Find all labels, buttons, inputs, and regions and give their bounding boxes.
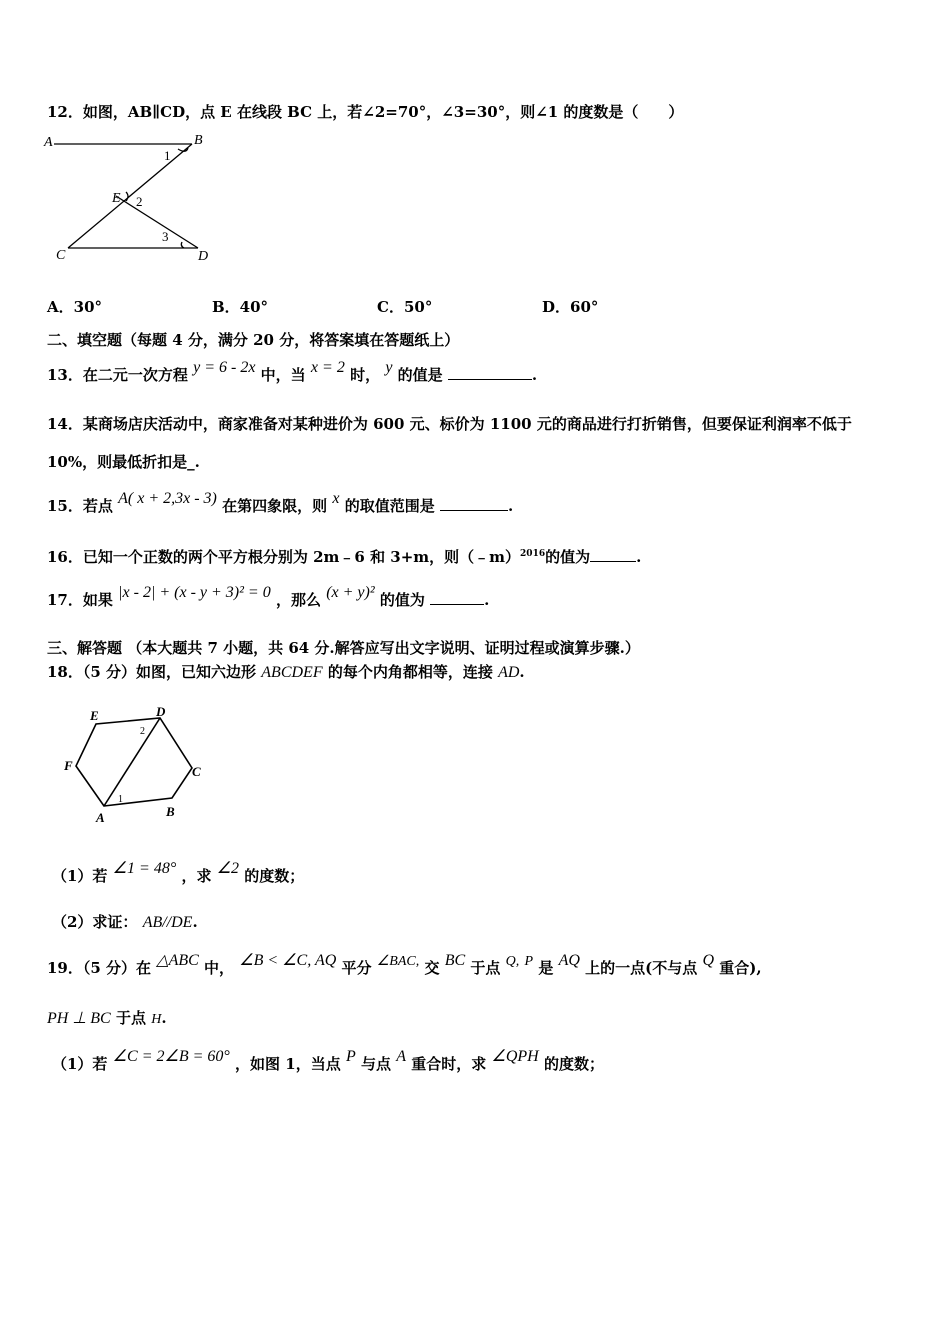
q18-segment: AD bbox=[498, 664, 520, 681]
q19-p1-angle: ∠QPH bbox=[491, 1048, 539, 1065]
q13-mid: 中，当 bbox=[260, 366, 306, 384]
q18-angle-2: 2 bbox=[140, 726, 145, 737]
q12-label-A: A bbox=[44, 135, 53, 150]
q19-line-1 bbox=[47, 952, 762, 980]
q19-triangle: △ABC bbox=[156, 952, 199, 969]
q18-label-A: A bbox=[96, 810, 105, 825]
q19-a: 中， bbox=[204, 959, 235, 977]
q12-label-C: C bbox=[56, 248, 66, 263]
q18-p2-expression: AB//DE bbox=[142, 914, 193, 931]
q19-p1-pre: （1）若 bbox=[52, 1055, 108, 1073]
q18-part-1 bbox=[52, 860, 305, 887]
q19-p1-condition: ∠C = 2∠B = 60° bbox=[112, 1048, 230, 1065]
q18-p1-pre: （1）若 bbox=[52, 867, 108, 885]
q19-p1-c: 重合时，求 bbox=[411, 1055, 487, 1073]
q19-l2-end: . bbox=[161, 1009, 167, 1027]
q19-l2-mid: 于点 bbox=[115, 1009, 146, 1027]
q18-mid: 的每个内角都相等，连接 bbox=[327, 663, 493, 681]
q18-label-C: C bbox=[192, 764, 201, 779]
q16-exponent: 2016 bbox=[520, 549, 546, 559]
q16-text: 16．已知一个正数的两个平方根分别为 2m﹣6 和 3+m，则（﹣m） bbox=[47, 548, 521, 566]
q17-expression: (x + y)² bbox=[326, 584, 375, 601]
q18-p2-post: . bbox=[192, 913, 198, 931]
q15-answer-blank bbox=[440, 496, 508, 511]
q17-mid: ，那么 bbox=[275, 591, 321, 609]
q12-option-d: D．60° bbox=[542, 298, 599, 316]
q18-p1-post: 的度数； bbox=[244, 867, 305, 885]
q18-p2-pre: （2）求证： bbox=[52, 913, 138, 931]
q19-h: H bbox=[151, 1012, 162, 1027]
q13-answer-blank bbox=[448, 365, 532, 380]
q12-option-a: A．30° bbox=[47, 298, 103, 316]
q16: 16．已知一个正数的两个平方根分别为 2m﹣6 和 3+m，则（﹣m）$^{2016}$的值为 . bbox=[47, 548, 642, 566]
q19-f: 上的一点(不与点 bbox=[585, 959, 698, 977]
q17: 17．如果 |x - 2| + (x - y + 3)² = 0 ，那么 (x + y)² 的值为 . bbox=[47, 584, 490, 609]
q19-q2: Q bbox=[702, 952, 715, 969]
q19-perp: PH ⊥ BC bbox=[47, 1010, 111, 1027]
q18-p1-angle: ∠2 bbox=[216, 860, 240, 877]
q19-pre: 19．（5 分）在 bbox=[47, 959, 152, 977]
q19-c: 交 bbox=[424, 959, 440, 977]
q12-option-b: B．40° bbox=[212, 298, 269, 316]
q19-g: 重合), bbox=[719, 959, 762, 977]
q13-condition: x = 2 bbox=[310, 359, 345, 376]
q19-condition: ∠B < ∠C, AQ bbox=[239, 952, 337, 969]
q18-stem: 18．（5 分）如图，已知六边形 ABCDEF 的每个内角都相等，连接 AD. bbox=[47, 663, 525, 681]
q18-angle-1: 1 bbox=[118, 794, 123, 805]
q18-label-B: B bbox=[166, 804, 175, 819]
q18-part-2 bbox=[52, 912, 198, 933]
q15-variable: x bbox=[332, 490, 340, 507]
q12-stem: 12．如图，AB∥CD，点 E 在线段 BC 上，若∠2=70°，∠3=30°，则∠1 的度数是（ ） bbox=[47, 103, 684, 121]
q19-aq: AQ bbox=[558, 952, 580, 969]
q15-post: 的取值范围是 bbox=[344, 497, 435, 515]
q12-angle-3: 3 bbox=[162, 229, 169, 244]
q12-label-E: E bbox=[112, 191, 121, 206]
q13-pre: 13．在二元一次方程 bbox=[47, 366, 188, 384]
q15-point: A( x + 2,3x - 3) bbox=[118, 490, 217, 507]
q17-answer-blank bbox=[430, 590, 484, 605]
q12-label-B: B bbox=[194, 133, 203, 148]
q13: 13．在二元一次方程 y = 6 - 2x 中，当 x = 2 时， y 的值是 . bbox=[47, 359, 538, 384]
q19-e: 是 bbox=[538, 959, 554, 977]
q19-b: 平分 bbox=[341, 959, 372, 977]
q18-label-D: D bbox=[156, 704, 166, 719]
q19-line-2 bbox=[47, 1008, 167, 1030]
section-3-heading: 三、解答题 （本大题共 7 小题，共 64 分.解答应写出文字说明、证明过程或演算步骤.） bbox=[47, 639, 640, 657]
q18-hexagon-figure bbox=[60, 698, 210, 828]
q19-bc: BC bbox=[444, 952, 466, 969]
q13-equation: y = 6 - 2x bbox=[193, 359, 256, 376]
q18-p1-condition: ∠1 = 48° bbox=[112, 860, 177, 877]
q17-equation: |x - 2| + (x - y + 3)² = 0 bbox=[118, 584, 271, 601]
q12-figure bbox=[40, 128, 230, 268]
q19-p1-A: A bbox=[396, 1048, 406, 1065]
q15-pre: 15．若点 bbox=[47, 497, 113, 515]
q19-q: Q, bbox=[505, 954, 520, 969]
q13-variable: y bbox=[385, 359, 393, 376]
q19-angle-bac: ∠BAC, bbox=[376, 954, 420, 969]
q17-post: 的值为 bbox=[379, 591, 425, 609]
q12-label-D: D bbox=[198, 249, 209, 264]
q14-line-1: 14．某商场店庆活动中，商家准备对某种进价为 600 元、标价为 1100 元的商品进行打折销售，但要保证利润率不低于 bbox=[47, 415, 852, 433]
q18-pre: 18．（5 分）如图，已知六边形 bbox=[47, 663, 257, 681]
q15-mid: 在第四象限，则 bbox=[222, 497, 328, 515]
q12-angle-2: 2 bbox=[136, 194, 143, 209]
q16-answer-blank bbox=[590, 547, 636, 562]
q18-p1-mid: ，求 bbox=[181, 867, 212, 885]
q16-post: 的值为 bbox=[545, 548, 591, 566]
q18-label-E: E bbox=[90, 708, 99, 723]
q19-part-1 bbox=[52, 1048, 604, 1075]
q19-p: P bbox=[524, 954, 534, 969]
q13-mid2: 时， bbox=[350, 366, 381, 384]
q12-angle-1: 1 bbox=[164, 148, 171, 163]
q19-p1-b: 与点 bbox=[360, 1055, 391, 1073]
q19-p1-d: 的度数； bbox=[543, 1055, 604, 1073]
q18-label-F: F bbox=[64, 758, 73, 773]
q14-line-2: 10%，则最低折扣是_. bbox=[47, 453, 200, 471]
q19-p1-p: P bbox=[345, 1048, 356, 1065]
q19-p1-a: ，如图 1，当点 bbox=[235, 1055, 341, 1073]
q12-option-c: C．50° bbox=[377, 298, 433, 316]
q13-post: 的值是 bbox=[397, 366, 443, 384]
q17-pre: 17．如果 bbox=[47, 591, 113, 609]
section-2-heading: 二、填空题（每题 4 分，满分 20 分，将答案填在答题纸上） bbox=[47, 331, 460, 349]
q15: 15．若点 A( x + 2,3x - 3) 在第四象限，则 x 的取值范围是 . bbox=[47, 490, 514, 515]
q18-hexagon: ABCDEF bbox=[261, 664, 323, 681]
q19-d: 于点 bbox=[470, 959, 501, 977]
